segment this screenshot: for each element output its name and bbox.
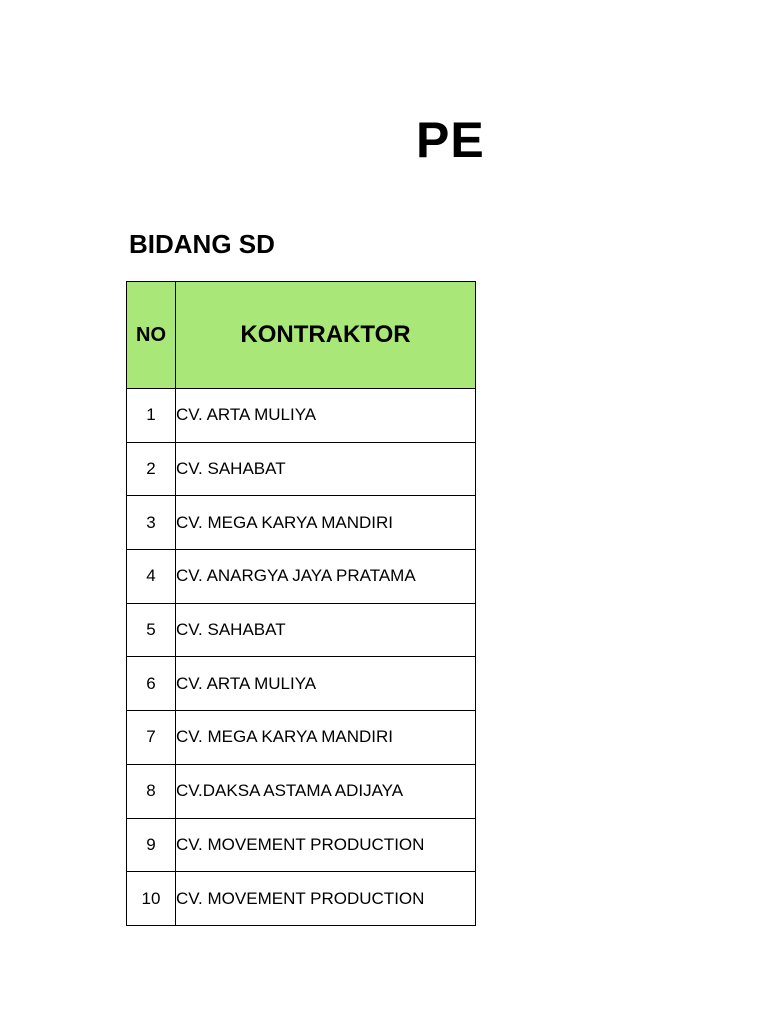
row-number: 3: [127, 496, 176, 550]
table-row: [127, 550, 476, 604]
table-row: [127, 711, 476, 765]
header-row: [127, 282, 476, 389]
row-number: 5: [127, 603, 176, 657]
contractor-name: CV. MEGA KARYA MANDIRI: [176, 496, 476, 550]
contractor-name: CV. MOVEMENT PRODUCTION: [176, 818, 476, 872]
contractor-name: CV. MEGA KARYA MANDIRI: [176, 711, 476, 765]
row-number: 9: [127, 818, 176, 872]
row-number: 7: [127, 711, 176, 765]
row-number: 4: [127, 550, 176, 604]
column-header-contractor: KONTRAKTOR: [176, 282, 476, 389]
table-body: [127, 389, 476, 926]
contractor-name: CV. ARTA MULIYA: [176, 657, 476, 711]
row-number: 10: [127, 872, 176, 926]
contractor-name: CV. ARTA MULIYA: [176, 389, 476, 443]
table-row: [127, 389, 476, 443]
row-number: 1: [127, 389, 176, 443]
section-heading: BIDANG SD: [129, 229, 275, 259]
contractor-name: CV. ANARGYA JAYA PRATAMA: [176, 550, 476, 604]
table-row: [127, 657, 476, 711]
table-row: [127, 818, 476, 872]
contractor-name: CV. SAHABAT: [176, 442, 476, 496]
document-title: PE: [416, 112, 485, 168]
row-number: 8: [127, 764, 176, 818]
contractor-name: CV. MOVEMENT PRODUCTION: [176, 872, 476, 926]
row-number: 6: [127, 657, 176, 711]
contractor-name: CV. SAHABAT: [176, 603, 476, 657]
table-row: [127, 764, 476, 818]
row-number: 2: [127, 442, 176, 496]
table-row: [127, 872, 476, 926]
table-row: [127, 442, 476, 496]
contractor-table: [126, 281, 476, 926]
table-row: [127, 603, 476, 657]
column-header-no: NO: [127, 282, 176, 389]
table-header: [127, 282, 476, 389]
contractor-name: CV.DAKSA ASTAMA ADIJAYA: [176, 764, 476, 818]
table-row: [127, 496, 476, 550]
